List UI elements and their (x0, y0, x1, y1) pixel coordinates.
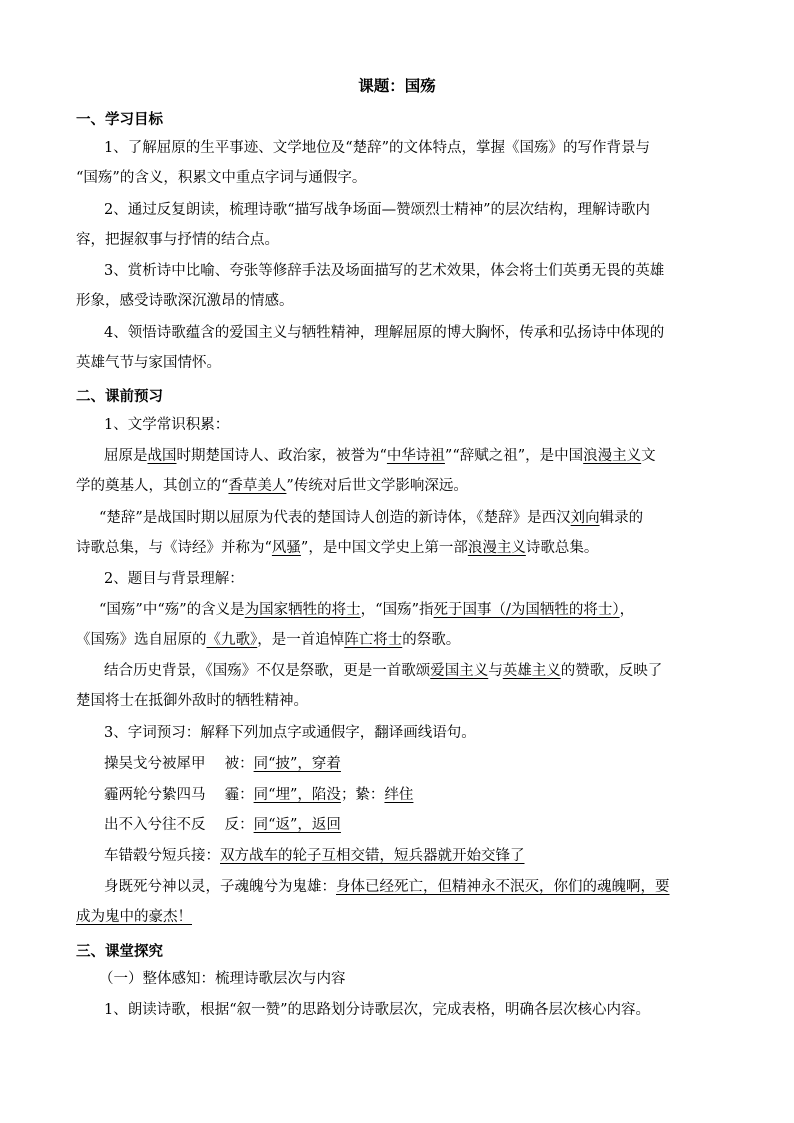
text: 霾两轮兮絷四马 霾： (104, 787, 254, 803)
word-item-3 (76, 810, 754, 840)
answer-underline: 刘向 (570, 510, 600, 526)
goal-2-line-1: 2、通过反复朗读，梳理诗歌“描写战争场面—赞颂烈士精神”的层次结构，理解诗歌内 (104, 202, 651, 218)
text: 诗歌总集。 (525, 540, 599, 556)
answer-underline: 中华诗祖 (386, 448, 445, 464)
text: 学的奠基人，其创立的“ (76, 478, 229, 494)
text: 身既死兮神以灵，子魂魄兮为鬼雄： (104, 879, 336, 895)
answer-underline: 风骚 (271, 540, 301, 556)
translation-2-line-2 (76, 902, 726, 932)
answer-underline: 浪漫主义 (467, 540, 526, 556)
text: ，“国殇”指 (360, 602, 434, 618)
word-item-1 (76, 749, 754, 779)
goal-1-line-1: 1、了解屈原的生平事迹、文学地位及“楚辞”的文体特点，掌握《国殇》的写作背景与 (104, 140, 651, 156)
answer-underline: 双方战车的轮子互相交错，短兵器就开始交锋了 (220, 848, 525, 864)
text: 与 (488, 663, 503, 679)
preview-item-2: 2、题目与背景理解： (104, 571, 244, 587)
goal-3-line-1: 3、赏析诗中比喻、夸张等修辞手法及场面描写的艺术效果，体会将士们英勇无畏的英雄 (104, 263, 665, 279)
answer-underline: 死于国事（/为国牺牲的将士） (433, 602, 620, 618)
translation-1 (76, 841, 754, 871)
answer-underline: 为国家牺牲的将士 (244, 602, 361, 618)
goal-2-line-2: 容，把握叙事与抒情的结合点。 (76, 232, 279, 248)
explore-item-1: 1、朗读诗歌，根据“叙一赞”的思路划分诗歌层次，完成表格，明确各层次核心内容。 (104, 1002, 651, 1018)
chuci-line-2 (76, 533, 726, 563)
answer-underline: 《九歌》 (206, 632, 258, 648)
answer-underline: 浪漫主义 (583, 448, 642, 464)
answer-underline: 绊住 (384, 787, 414, 803)
text: ；絷： (340, 787, 385, 803)
goal-4-line-1: 4、领悟诗歌蕴含的爱国主义与牺牲精神，理解屈原的博大胸怀，传承和弘扬诗中体现的 (104, 325, 665, 341)
text: 《国殇》选自屈原的 (76, 632, 207, 648)
text: 屈原是 (104, 448, 148, 464)
history-line-2: 楚国将士在抵御外敌时的牺牲精神。 (76, 693, 308, 709)
text: 结合历史背景，《国殇》不仅是祭歌，更是一首歌颂 (104, 663, 431, 679)
goal-1-line-2: “国殇”的含义，积累文中重点字词与通假字。 (76, 170, 367, 186)
answer-underline: 阵亡将士 (344, 632, 403, 648)
goal-3-line-2: 形象，感受诗歌深沉激昂的情感。 (76, 293, 294, 309)
answer-underline: 爱国主义 (430, 663, 489, 679)
preview-item-3: 3、字词预习：解释下列加点字或通假字，翻译画线语句。 (104, 725, 476, 741)
text: 车错毂兮短兵接： (104, 848, 220, 864)
text: 诗歌总集，与《诗经》并称为“ (76, 540, 272, 556)
history-line-1 (76, 656, 754, 686)
answer-underline: 同“返”，返回 (253, 817, 341, 833)
answer-underline: 成为鬼中的豪杰！ (76, 909, 192, 925)
text: 的祭歌。 (402, 632, 461, 648)
section-heading-explore: 三、课堂探究 (76, 944, 163, 960)
answer-underline: 香草美人 (228, 478, 287, 494)
guoshang-line-2 (76, 625, 726, 655)
quyuan-line-2 (76, 471, 726, 501)
answer-underline: 战国 (147, 448, 177, 464)
answer-underline: 英雄主义 (502, 663, 561, 679)
section-heading-goals: 一、学习目标 (76, 112, 163, 128)
page-title: 课题：国殇 (358, 77, 436, 95)
goal-4-line-2: 英雄气节与家国情怀。 (76, 355, 221, 371)
text: “楚辞”是战国时期以屈原为代表的楚国诗人创造的新诗体，《楚辞》是西汉 (99, 510, 571, 526)
preview-item-1: 1、文学常识积累： (104, 417, 230, 433)
quyuan-line-1 (76, 441, 754, 471)
text: 操吴戈兮被犀甲 被： (104, 756, 254, 772)
guoshang-line-1 (76, 595, 749, 625)
section-heading-preview: 二、课前预习 (76, 389, 163, 405)
text: ”，是中国文学史上第一部 (300, 540, 468, 556)
translation-2-line-1 (76, 872, 754, 902)
text: 时期楚国诗人、政治家，被誉为“ (176, 448, 387, 464)
text: “国殇”中“殇”的含义是 (99, 602, 245, 618)
answer-underline: 同“埋”，陷没 (253, 787, 341, 803)
text: ， (619, 602, 635, 618)
text: 出不入兮往不反 反： (104, 817, 254, 833)
text: 辑录的 (599, 510, 644, 526)
answer-underline: 身体已经死亡，但精神永不泯灭，你们的魂魄啊，要 (336, 879, 670, 895)
text: ，是一首追悼 (257, 632, 345, 648)
word-item-2 (76, 780, 754, 810)
text: ”“辞赋之祖”，是中国 (444, 448, 584, 464)
text: 的赞歌，反映了 (560, 663, 663, 679)
text: ”传统对后世文学影响深远。 (286, 478, 468, 494)
answer-underline: 同“披”，穿着 (253, 756, 341, 772)
chuci-line-1 (76, 503, 749, 533)
explore-subheading: （一）整体感知：梳理诗歌层次与内容 (99, 971, 346, 987)
text: 文 (641, 448, 656, 464)
